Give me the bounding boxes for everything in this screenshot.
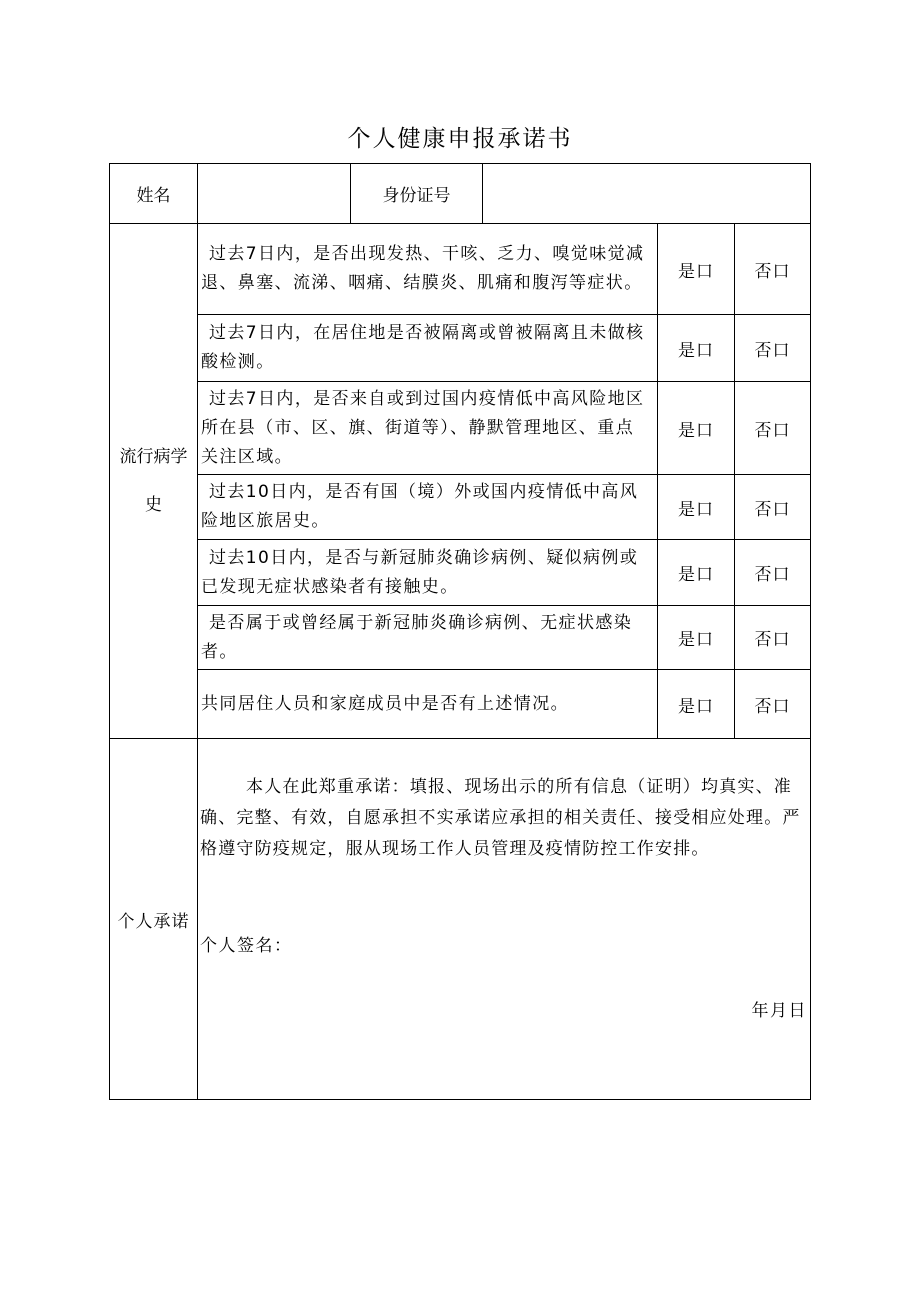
question-1-text: 过去7日内，是否出现发热、干咳、乏力、嗅觉味觉减退、鼻塞、流涕、咽痛、结膜炎、肌痛和腹泻等症状。 <box>201 244 645 293</box>
yes-checkbox[interactable]: 是口 <box>678 420 714 441</box>
question-2-text: 过去7日内，在居住地是否被隔离或曾被隔离且未做核酸检测。 <box>201 323 645 372</box>
no-checkbox[interactable]: 否口 <box>754 630 791 650</box>
divider <box>110 738 810 739</box>
question-3-text: 过去7日内，是否来自或到过国内疫情低中高风险地区所在县（市、区、旗、街道等）、静默管理地区、重点关注区域。 <box>201 388 645 467</box>
id-number-label: 身份证号 <box>382 186 451 206</box>
question-7 <box>198 670 657 738</box>
signature-label[interactable]: 个人签名： <box>200 936 293 956</box>
personal-promise-label-text: 个人承诺 <box>117 911 190 932</box>
question-6 <box>198 606 657 669</box>
question-5-text: 过去10日内，是否与新冠肺炎确诊病例、疑似病例或已发现无症状感染者有接触史。 <box>201 547 639 597</box>
question-6-text: 是否属于或曾经属于新冠肺炎确诊病例、无症状感染者。 <box>201 612 633 662</box>
yes-checkbox[interactable]: 是口 <box>678 340 714 361</box>
date-label[interactable]: 年月日 <box>751 1001 807 1021</box>
question-7-text: 共同居住人员和家庭成员中是否有上述情况。 <box>201 693 569 714</box>
yes-checkbox[interactable]: 是口 <box>678 499 714 520</box>
name-label: 姓名 <box>136 186 171 206</box>
yes-checkbox[interactable]: 是口 <box>678 696 714 717</box>
epidemiological-history-label <box>110 224 197 738</box>
yes-checkbox[interactable]: 是口 <box>678 261 714 282</box>
no-checkbox[interactable]: 否口 <box>754 499 791 520</box>
personal-promise-label <box>110 739 197 1099</box>
no-checkbox[interactable]: 否口 <box>754 420 791 441</box>
question-4 <box>198 475 657 539</box>
question-1 <box>198 224 657 314</box>
question-3 <box>198 382 657 474</box>
question-5 <box>198 540 657 605</box>
name-field[interactable] <box>198 164 350 223</box>
question-4-text: 过去10日内，是否有国（境）外或国内疫情低中高风险地区旅居史。 <box>201 482 639 531</box>
no-checkbox[interactable]: 否口 <box>754 696 791 717</box>
no-checkbox[interactable]: 否口 <box>754 261 791 282</box>
epidemiological-history-label-text: 流行病学史 <box>119 447 188 515</box>
question-2 <box>198 315 657 381</box>
id-number-field[interactable] <box>483 164 810 223</box>
no-checkbox[interactable]: 否口 <box>754 565 791 585</box>
yes-checkbox[interactable]: 是口 <box>678 565 714 585</box>
no-checkbox[interactable]: 否口 <box>754 340 791 361</box>
yes-checkbox[interactable]: 是口 <box>678 630 714 650</box>
promise-statement: 本人在此郑重承诺：填报、现场出示的所有信息（证明）均真实、准确、完整、有效，自愿承担不实承诺应承担的相关责任、接受相应处理。严格遵守防疫规定，服从现场工作人员管理及疫情防控工作安排。 <box>200 777 801 859</box>
document-title: 个人健康申报承诺书 <box>347 126 573 152</box>
declaration-form <box>109 163 811 1100</box>
